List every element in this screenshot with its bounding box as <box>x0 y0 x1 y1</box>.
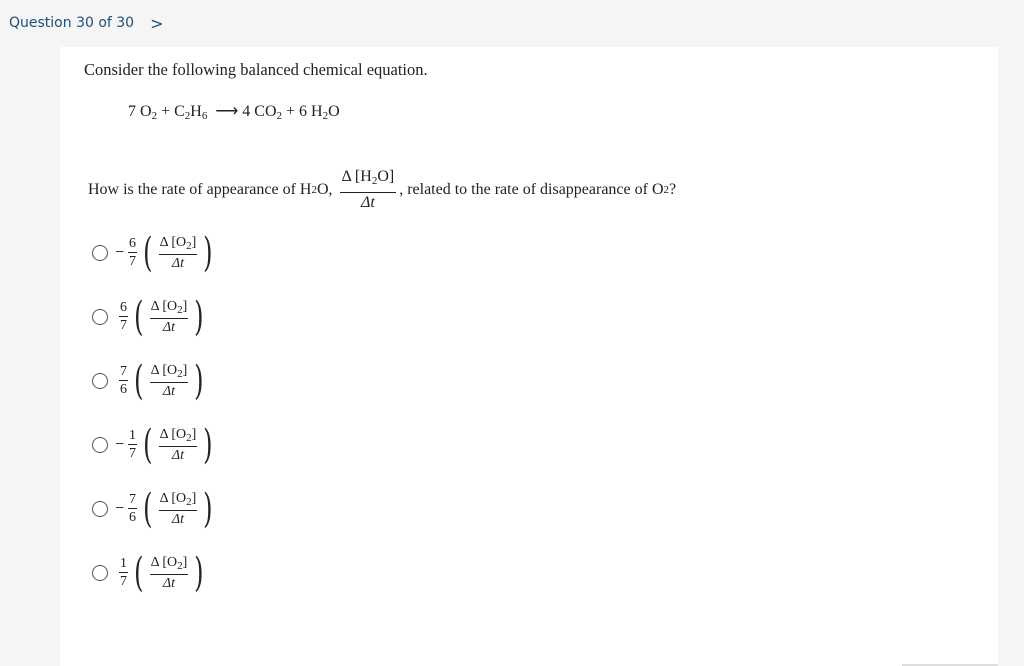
question-part-2: , related to the rate of disappearance of O <box>399 180 664 198</box>
rate-num-b: ] <box>182 362 188 378</box>
question-text <box>88 167 676 212</box>
answer-option[interactable] <box>92 230 216 276</box>
option-rate-fraction <box>150 299 189 336</box>
rate-num-sub: 2 <box>177 559 183 572</box>
reaction-arrow: ⟶ <box>215 103 239 120</box>
rate-num-a: Δ [O <box>159 234 187 250</box>
product-2-h-sub: 2 <box>322 110 329 122</box>
option-sign: − <box>115 500 125 517</box>
option-rate-fraction <box>150 555 189 592</box>
rate-den: Δt <box>171 447 185 463</box>
answer-option[interactable] <box>92 486 216 532</box>
option-rate-fraction <box>150 363 189 400</box>
left-paren: ( <box>134 358 144 404</box>
top-bar <box>0 0 1024 46</box>
option-coefficient <box>128 428 137 462</box>
reactant-2-c: C <box>174 103 185 120</box>
coef-4: 6 <box>299 103 308 120</box>
question-counter: Question 30 of 30 <box>9 15 135 31</box>
question-card <box>60 47 998 666</box>
option-coefficient <box>128 236 137 270</box>
coef-den: 6 <box>129 510 137 525</box>
left-paren: ( <box>143 422 153 468</box>
answer-option[interactable] <box>92 550 207 596</box>
coef-den: 7 <box>120 318 127 333</box>
option-coefficient <box>119 300 128 334</box>
left-paren: ( <box>143 486 153 532</box>
right-paren: ) <box>194 294 204 340</box>
question-intro: Consider the following balanced chemical equation. <box>84 60 428 79</box>
answer-option[interactable] <box>92 358 207 404</box>
rate-num-sub: 2 <box>371 175 378 187</box>
option-coefficient <box>128 492 137 526</box>
option-sign: − <box>115 244 125 261</box>
coef-num: 6 <box>129 236 137 251</box>
option-rate-fraction <box>159 491 198 528</box>
plus-2: + <box>286 103 296 120</box>
rate-den: Δt <box>162 319 175 335</box>
coef-num: 7 <box>129 492 137 507</box>
rate-num-sub: 2 <box>177 367 183 380</box>
reactant-1-sub: 2 <box>151 110 158 122</box>
rate-num-sub: 2 <box>186 431 192 444</box>
question-part-1-end: O, <box>316 180 333 198</box>
coef-num: 1 <box>120 556 127 571</box>
answer-option[interactable] <box>92 422 216 468</box>
product-1-sub: 2 <box>276 110 282 122</box>
reactant-2-h: H <box>190 103 202 120</box>
option-rate-fraction <box>159 427 198 464</box>
rate-num-a: Δ [O <box>150 554 178 570</box>
rate-num-b: ] <box>191 234 197 250</box>
coef-num: 7 <box>120 364 127 379</box>
rate-den: Δt <box>360 194 375 211</box>
rate-h2o-fraction <box>340 167 397 212</box>
reactant-2-c-sub: 2 <box>184 110 191 122</box>
rate-num-sub: 2 <box>186 495 192 508</box>
rate-num-b: ] <box>191 426 197 442</box>
right-paren: ) <box>194 358 204 404</box>
coef-1: 7 <box>128 103 136 120</box>
rate-num-sub: 2 <box>177 303 183 316</box>
coef-den: 7 <box>120 574 127 589</box>
coef-num: 6 <box>120 300 127 315</box>
radio-button[interactable] <box>92 437 108 453</box>
rate-num-b: ] <box>182 554 188 570</box>
rate-num-a: Δ [O <box>159 490 187 506</box>
rate-num-sub: 2 <box>186 239 192 252</box>
right-paren: ) <box>203 230 213 276</box>
radio-button[interactable] <box>92 309 108 325</box>
coef-den: 7 <box>129 254 137 269</box>
rate-num-a: Δ [O <box>150 298 178 314</box>
coef-num: 1 <box>129 428 137 443</box>
left-paren: ( <box>134 550 144 596</box>
coef-3: 4 <box>242 103 251 120</box>
question-part-2-end: ? <box>669 180 677 198</box>
plus-1: + <box>161 103 171 120</box>
right-paren: ) <box>203 486 213 532</box>
question-part-2-sub: 2 <box>663 183 670 196</box>
rate-num-a: Δ [H <box>341 168 372 185</box>
rate-num-a: Δ [O <box>150 362 178 378</box>
coef-den: 6 <box>120 382 127 397</box>
question-part-1: How is the rate of appearance of H <box>88 180 312 198</box>
right-paren: ) <box>194 550 204 596</box>
reactant-2-h-sub: 6 <box>201 110 208 122</box>
rate-num-b: ] <box>191 490 197 506</box>
radio-button[interactable] <box>92 373 108 389</box>
left-paren: ( <box>134 294 144 340</box>
rate-den: Δt <box>171 255 185 271</box>
coef-den: 7 <box>129 446 137 461</box>
chemical-equation <box>128 101 340 122</box>
question-part-1-sub: 2 <box>311 183 317 196</box>
rate-num-b: O] <box>377 168 395 185</box>
product-2-o: O <box>328 103 340 120</box>
next-question-icon[interactable]: > <box>150 13 164 33</box>
rate-den: Δt <box>162 575 175 591</box>
option-coefficient <box>119 556 128 590</box>
product-2-h: H <box>311 103 323 120</box>
right-paren: ) <box>203 422 213 468</box>
option-rate-fraction <box>159 235 198 272</box>
rate-num-a: Δ [O <box>159 426 187 442</box>
left-paren: ( <box>143 230 153 276</box>
reactant-1: O <box>140 103 152 120</box>
rate-num-b: ] <box>182 298 188 314</box>
radio-button[interactable] <box>92 565 108 581</box>
radio-button[interactable] <box>92 501 108 517</box>
rate-den: Δt <box>162 383 175 399</box>
option-sign: − <box>115 436 125 453</box>
rate-den: Δt <box>171 511 185 527</box>
answer-option[interactable] <box>92 294 207 340</box>
radio-button[interactable] <box>92 245 108 261</box>
option-coefficient <box>119 364 128 398</box>
product-1: CO <box>254 103 277 120</box>
